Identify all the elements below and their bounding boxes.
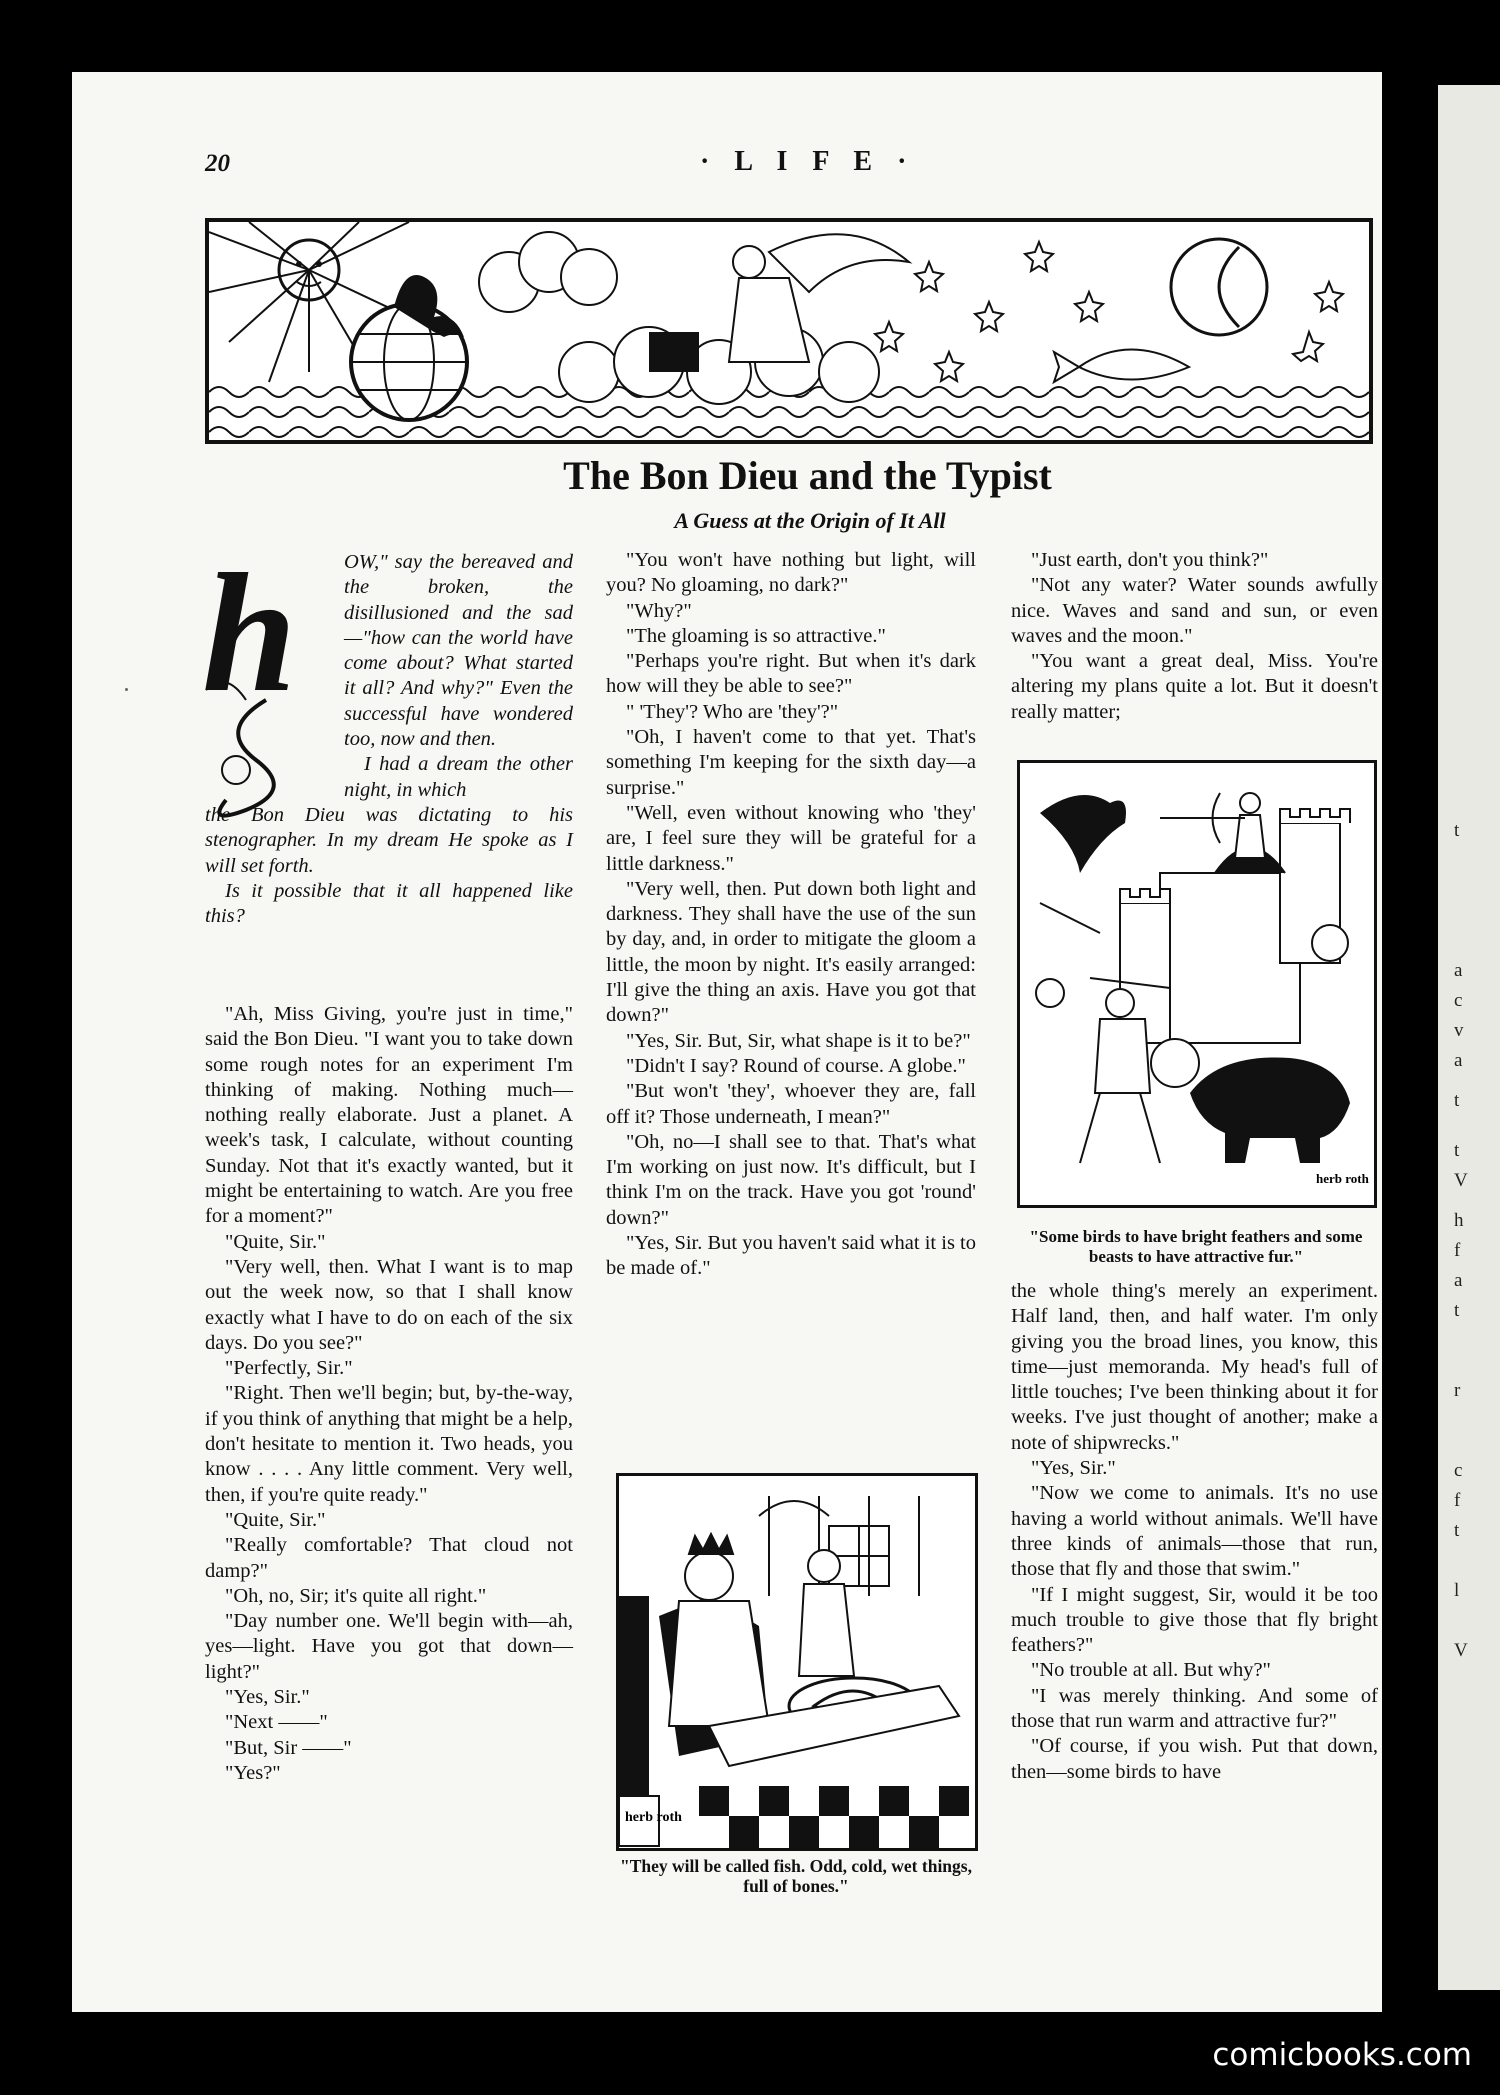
edge-letter: V [1454,1640,1468,1661]
intro-paragraph: the Bon Dieu was dictating to his stenographer. In my dream He spoke as I will set forth. [205,804,573,877]
edge-letter: h [1454,1210,1464,1231]
paragraph: "I was merely thinking. And some of those that run warm and attractive fur?" [1011,1684,1378,1733]
typewriter-icon [649,332,699,372]
paragraph: "Right. Then we'll begin; but, by-the-way, if you think of anything that might be a help, don't hesitate to mention it. Two heads, you know . . . . Any little comment. Very well, then, if you're quite ready." [205,1382,573,1506]
bird-icon [1040,795,1126,873]
paragraph: "But won't 'they', whoever they are, fall off it? Those underneath, I mean?" [606,1080,976,1128]
artist-signature: herb roth [1316,1171,1369,1186]
paragraph: " 'They'? Who are 'they'?" [626,700,839,723]
header-illustration [205,218,1373,444]
column-1 [205,1002,573,1786]
castle-archer-illustration [1017,760,1377,1208]
column-3-bottom [1011,1279,1378,1785]
paragraph: "Now we come to animals. It's no use having a world without animals. We'll have three kinds of animals—those that run, those that fly and those that swim." [1011,1482,1378,1581]
intro-paragraph: OW," say the bereaved and the broken, the disillusioned and the sad —"how can the world have come about? What started it all? And why?" Even the successful have wondered too, now and then. [344,551,573,751]
paragraph: "The gloaming is so attractive." [626,624,886,647]
edge-letter: t [1454,1300,1460,1321]
paragraph: "Didn't I say? Round of course. A globe." [626,1054,966,1077]
column-2 [606,548,976,1282]
page-number: 20 [205,150,230,177]
bear-figure [1190,1057,1350,1163]
paragraph: "Not any water? Water sounds awfully nice. Waves and sand and sun, or even waves and the moon." [1011,574,1378,647]
intro-italic-bottom [205,803,573,929]
artist-signature: herb roth [625,1810,682,1825]
illuminated-drop-cap [196,540,338,832]
paragraph: "If I might suggest, Sir, would it be too much trouble to give those that fly bright feathers?" [1011,1583,1378,1657]
paragraph: "Yes, Sir. But, Sir, what shape is it to be?" [626,1029,971,1052]
edge-letter: v [1454,1020,1464,1041]
paragraph: "Day number one. We'll begin with—ah, yes—light. Have you got that down—light?" [205,1610,573,1683]
paragraph: "Oh, no—I shall see to that. That's what I'm working on just now. It's difficult, but I think I'm on the track. Have you got 'round' down?" [606,1130,976,1229]
paragraph: "Quite, Sir." [225,1230,326,1253]
edge-letter: t [1454,1140,1460,1161]
edge-letter: l [1454,1580,1460,1601]
intro-paragraph: Is it possible that it all happened like this? [205,879,573,928]
paragraph: "Ah, Miss Giving, you're just in time," said the Bon Dieu. "I want you to take down some rough notes for an experiment I'm thinking of making. Nothing much—nothing really elaborate. Just a planet. A week's task, I calculate, without counting Sunday. Not that it's exactly wanted, but it might be entertaining to watch. Are you free for a moment?" [205,1003,573,1228]
paragraph: "Just earth, don't you think?" [1031,549,1269,571]
birds-caption: "Some birds to have bright feathers and some beasts to have attractive fur." [1029,1227,1363,1266]
paragraph: "Quite, Sir." [225,1508,326,1531]
paragraph: "Next ——" [225,1711,328,1734]
edge-letter: t [1454,1520,1460,1541]
article-title: The Bon Dieu and the Typist [563,453,1052,498]
paragraph: "Very well, then. Put down both light and darkness. They shall have the use of the sun by day, and, in order to mitigate the gloom a little, the moon by night. It's easily arranged: I'll give the thing an axis. Have you got that down?" [606,877,976,1027]
moon-icon [1171,239,1267,335]
intro-italic-top [344,550,573,803]
paragraph: "Yes?" [225,1761,281,1784]
facing-page-edge [1438,85,1500,1990]
fish-icon [1054,350,1189,383]
king-fish-illustration [616,1473,978,1851]
edge-letter: t [1454,1090,1460,1111]
paragraph: "You won't have nothing but light, will you? No gloaming, no dark?" [606,549,976,597]
edge-letter: a [1454,960,1463,981]
archer-figure [1160,793,1265,858]
paragraph: "Really comfortable? That cloud not damp?" [205,1534,573,1582]
edge-letter: V [1454,1170,1468,1191]
creation-scene-drawing [209,222,1369,440]
masthead: · L I F E · [700,146,916,177]
paragraph: "Yes, Sir." [1031,1457,1116,1480]
edge-letter: c [1454,990,1463,1011]
edge-letter: f [1454,1240,1461,1261]
edge-letter: f [1454,1490,1461,1511]
paragraph: "You want a great deal, Miss. You're altering my plans quite a lot. But it doesn't really matter; [1011,650,1378,723]
fish-caption: "They will be called fish. Odd, cold, wet things, full of bones." [620,1856,972,1896]
paper-speck [125,688,128,691]
drop-cap-letter: h [202,540,297,727]
edge-letter: a [1454,1270,1463,1291]
paragraph: "Very well, then. What I want is to map out the week now, so that I shall know exactly what I have to do on each of the six days. Do you see?" [205,1255,573,1354]
paragraph: "Perhaps you're right. But when it's dark how will they be able to see?" [606,650,976,698]
paragraph: "Of course, if you wish. Put that down, then—some birds to have [1011,1735,1378,1783]
site-watermark: comicbooks.com [1212,2037,1472,2073]
paragraph: "Why?" [626,599,692,622]
edge-letter: t [1454,820,1460,841]
paragraph: "Yes, Sir." [225,1686,310,1709]
column-3-top [1011,548,1378,725]
paragraph: "No trouble at all. But why?" [1031,1659,1271,1682]
edge-letter: c [1454,1460,1463,1481]
paragraph: "But, Sir ——" [225,1736,352,1759]
paragraph: "Oh, I haven't come to that yet. That's something I'm keeping for the sixth day—a surprise." [606,726,976,799]
paragraph: "Oh, no, Sir; it's quite all right." [225,1584,487,1607]
paragraph: the whole thing's merely an experiment. Half land, then, and half water. I'm only giving you the broad lines, you know, this time—just memoranda. My head's full of little touches; I've been thinking about it for weeks. I've just thought of another; make a note of shipwrecks." [1011,1280,1378,1454]
paragraph: "Perfectly, Sir." [225,1357,353,1380]
paragraph: "Yes, Sir. But you haven't said what it is to be made of." [606,1232,976,1280]
intro-paragraph: I had a dream the other night, in which [344,753,573,801]
paragraph: "Well, even without knowing who 'they' are, I feel sure they will be grateful for a little darkness." [606,801,976,875]
edge-letter: a [1454,1050,1463,1071]
edge-letter: r [1454,1380,1461,1401]
article-subtitle: A Guess at the Origin of It All [674,508,946,533]
